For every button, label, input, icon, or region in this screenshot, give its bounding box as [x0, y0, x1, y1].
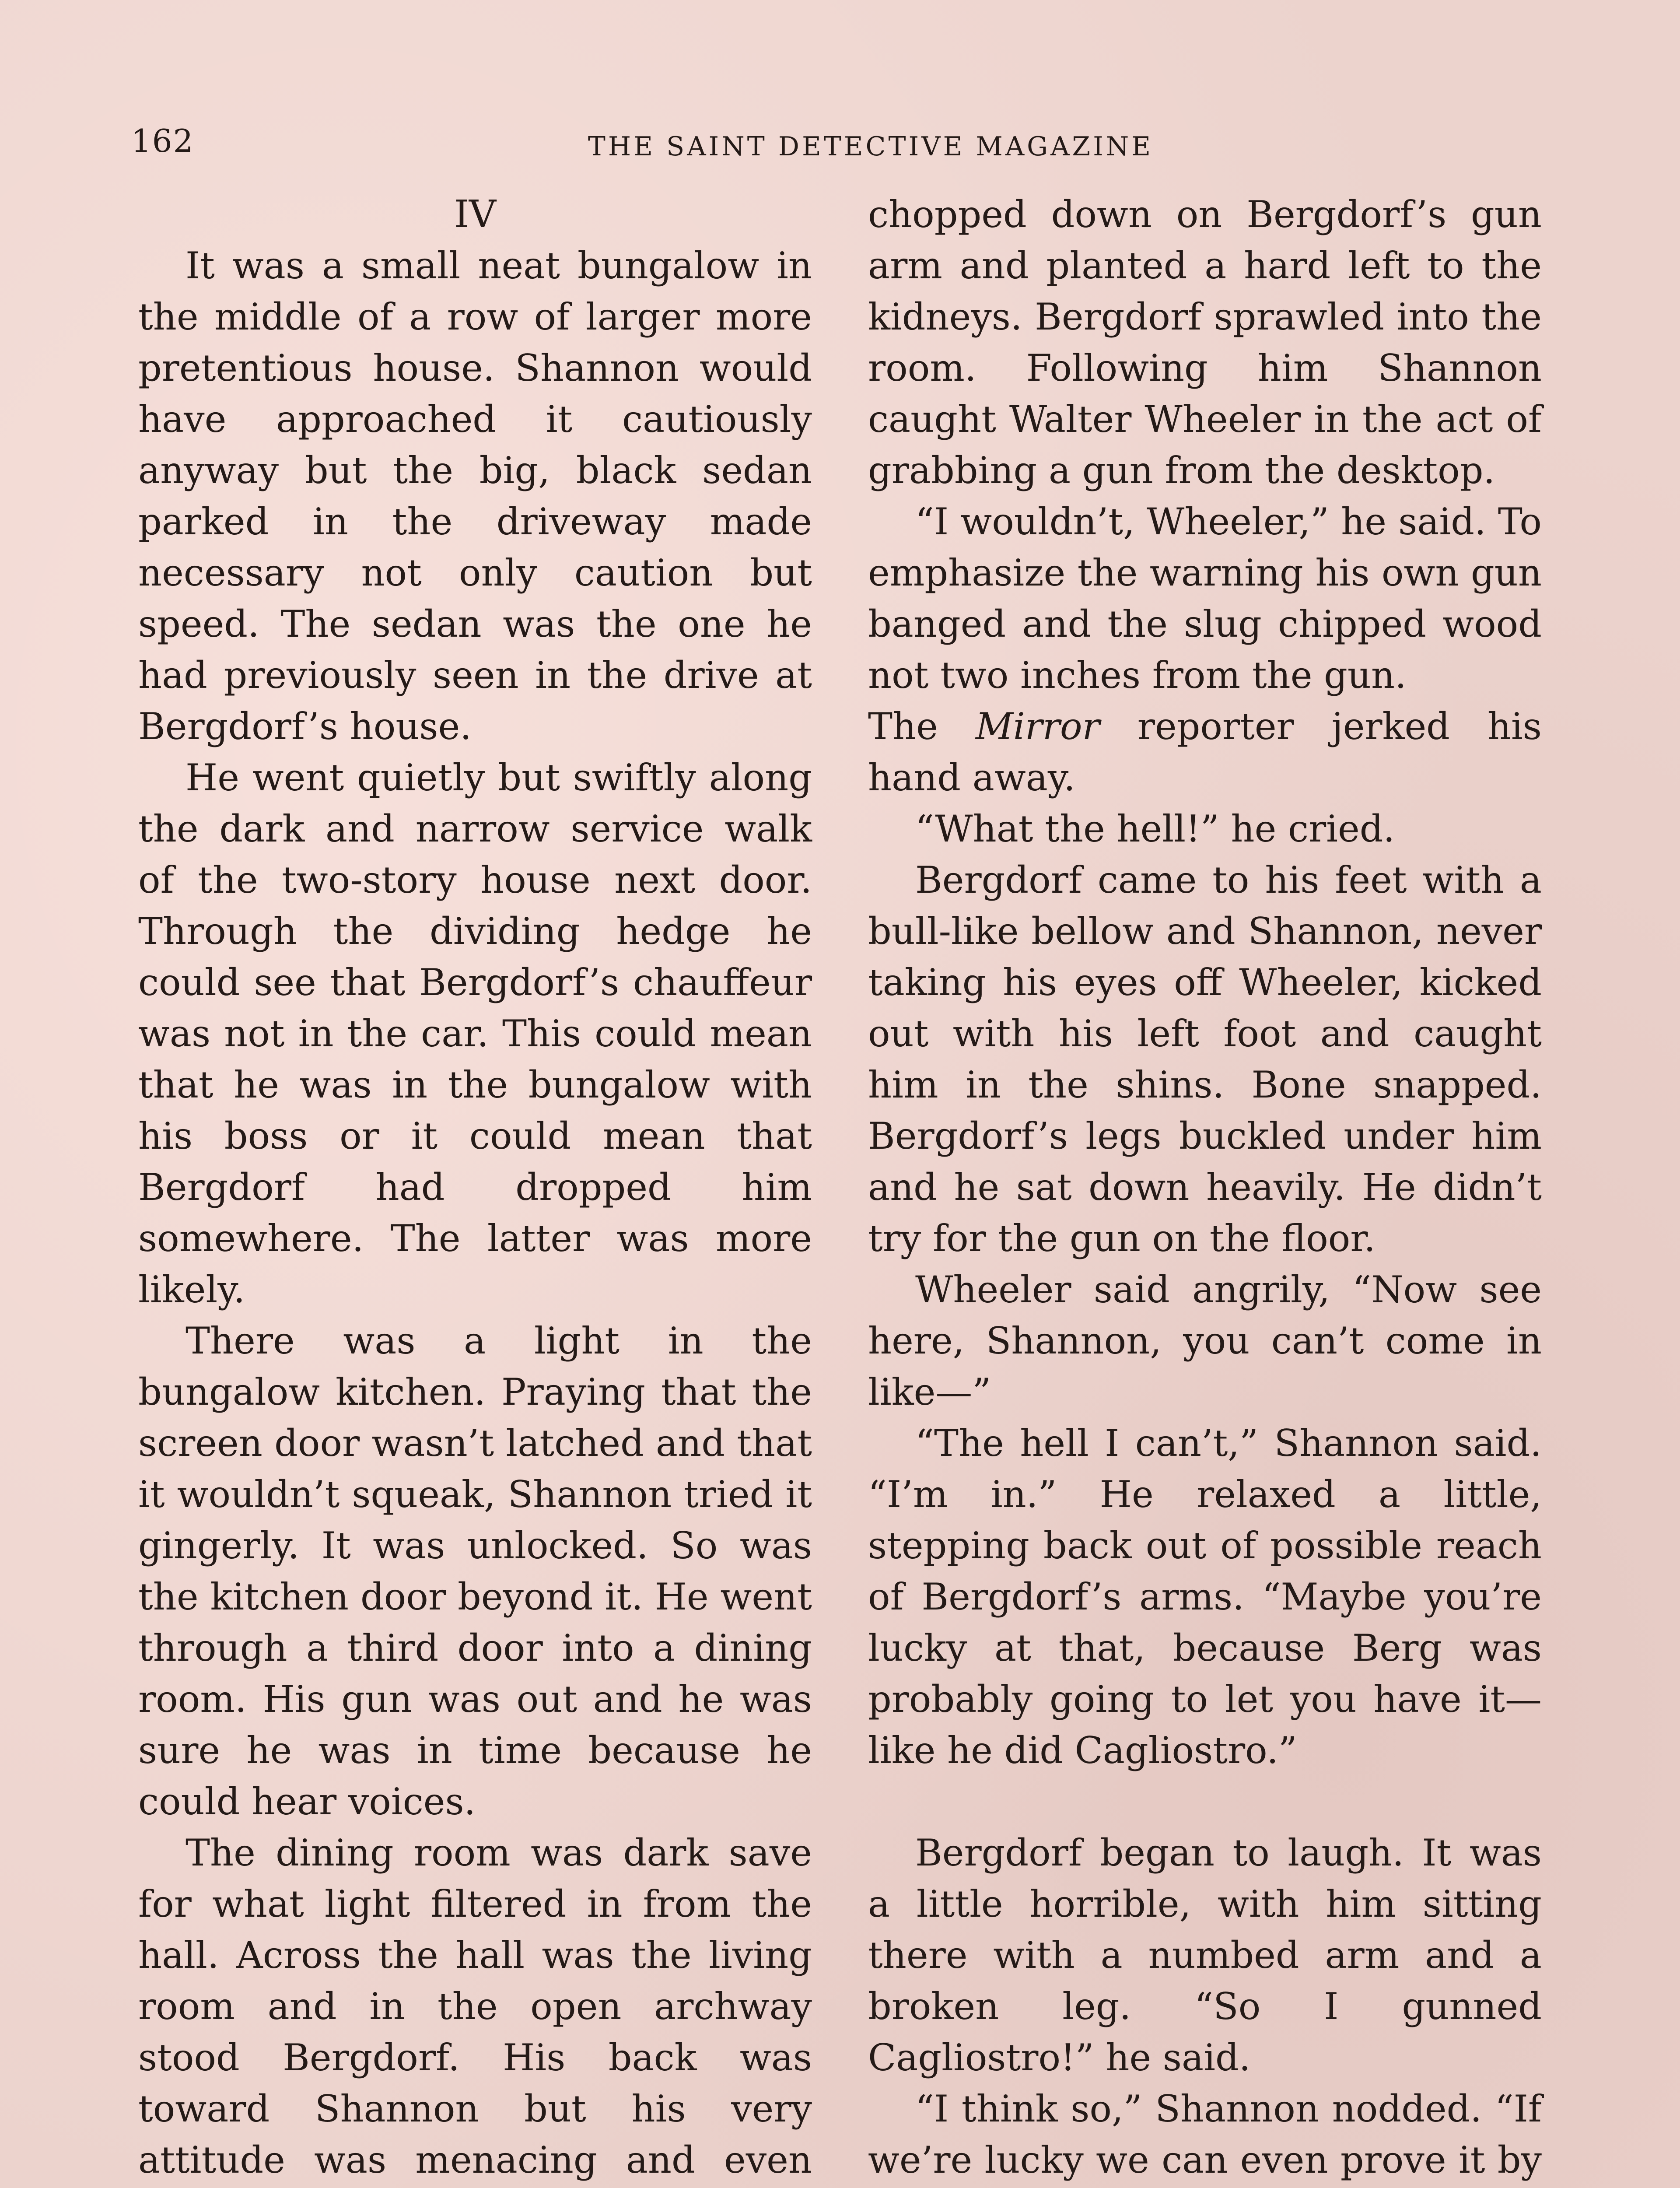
- paragraph: The dining room was dark save for what light filtered in from the hall. Across the hall was the living room and in the open archway stood Bergdorf. His back was toward Shannon but his very attitude was menacing and even: [138, 1831, 812, 2181]
- running-head: THE SAINT DETECTIVE MAGAZINE: [588, 131, 1154, 162]
- right-column: [868, 189, 1542, 2188]
- text-run: reporter jerked his hand away.: [868, 705, 1542, 799]
- section-break: [868, 1776, 1542, 1827]
- paragraph: [868, 701, 1542, 803]
- paragraph: Wheeler said angrily, “Now see here, Shannon, you can’t come in like—”: [868, 1268, 1542, 1413]
- page-number: 162: [131, 123, 194, 159]
- paragraph: chopped down on Bergdorf’s gun arm and planted a hard left to the kidneys. Bergdorf sprawled into the room. Following him Shannon caught Walter Wheeler in the act of grabbing a gun from the desktop.: [868, 193, 1542, 492]
- left-column: [138, 189, 812, 2188]
- paragraph: “I think so,” Shannon nodded. “If we’re lucky we can even prove it by: [868, 2087, 1542, 2181]
- paragraph: He went quietly but swiftly along the dark and narrow service walk of the two-story house next door. Through the dividing hedge he could see that Bergdorf’s chauffeur was not in the car. This could mean that he was in the bungalow with his boss or it could mean that Bergdorf had dropped him somewhere. The latter was more likely.: [138, 756, 812, 1311]
- paragraph: There was a light in the bungalow kitchen. Praying that the screen door wasn’t latched and that it wouldn’t squeak, Shannon tried it gingerly. It was unlocked. So was the kitchen door beyond it. He went through a third door into a dining room. His gun was out and he was sure he was in time because he could hear voices.: [138, 1319, 812, 1823]
- paragraph: “What the hell!” he cried.: [915, 807, 1395, 850]
- paragraph: Bergdorf began to laugh. It was a little horrible, with him sitting there with a numbed arm and a broken leg. “So I gunned Cagliostro!” he said.: [868, 1831, 1542, 2079]
- section-numeral: IV: [454, 193, 497, 236]
- italic-title: Mirror: [975, 705, 1100, 748]
- text-run: The: [868, 705, 976, 748]
- paragraph: “The hell I can’t,” Shannon said. “I’m in.” He relaxed a little, stepping back out of possible reach of Bergdorf’s arms. “Maybe you’re lucky at that, because Berg was probably going to let you have it—like he did Cagliostro.”: [868, 1422, 1542, 1772]
- paragraph: It was a small neat bungalow in the middle of a row of larger more pretentious house. Shannon would have approached it cautiously anyway but the big, black sedan parked in the driveway made necessary not only caution but speed. The sedan was the one he had previously seen in the drive at Bergdorf’s house.: [138, 244, 812, 748]
- paragraph: “I wouldn’t, Wheeler,” he said. To emphasize the warning his own gun banged and the slug chipped wood not two inches from the gun.: [868, 500, 1542, 697]
- paragraph: Bergdorf came to his feet with a bull-like bellow and Shannon, never taking his eyes off Wheeler, kicked out with his left foot and caught him in the shins. Bone snapped. Bergdorf’s legs buckled under him and he sat down heavily. He didn’t try for the gun on the floor.: [868, 859, 1542, 1260]
